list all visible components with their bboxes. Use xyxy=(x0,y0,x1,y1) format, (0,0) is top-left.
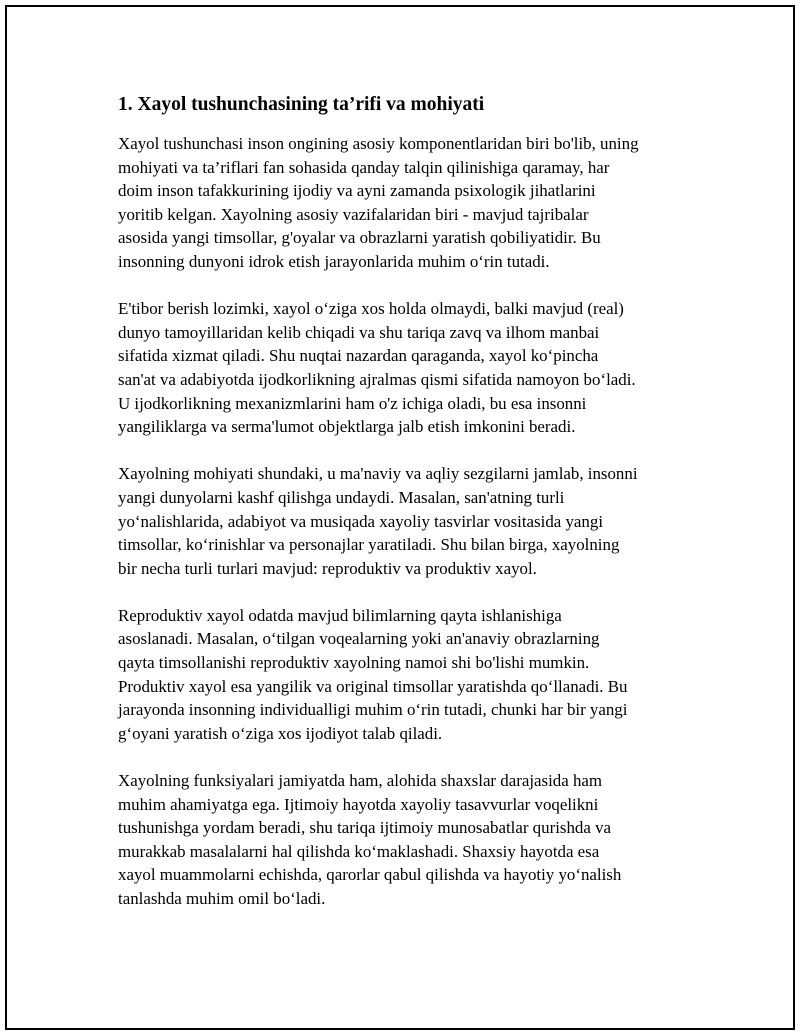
text-line: g‘oyani yaratish o‘ziga xos ijodiyot talab qiladi. xyxy=(118,723,443,743)
text-line: asoslanadi. Masalan, o‘tilgan voqealarning yoki an'anaviy obrazlarning xyxy=(118,629,600,649)
text-line: E'tibor berish lozimki, xayol o‘ziga xos holda olmaydi, balki mavjud (real) xyxy=(118,299,624,319)
text-line: timsollar, ko‘rinishlar va personajlar yaratiladi. Shu bilan birga, xayolning xyxy=(118,535,620,555)
text-line: yoritib kelgan. Xayolning asosiy vazifalaridan biri - mavjud tajribalar xyxy=(118,204,589,224)
text-line: bir necha turli turlari mavjud: reproduktiv va produktiv xayol. xyxy=(118,558,537,578)
document-body xyxy=(118,93,698,934)
text-line: asosida yangi timsollar, g'oyalar va obrazlarni yaratish qobiliyatidir. Bu xyxy=(118,228,601,248)
paragraph xyxy=(118,297,698,439)
text-line: dunyo tamoyillaridan kelib chiqadi va shu tariqa zavq va ilhom manbai xyxy=(118,322,600,342)
text-line: yangiliklarga va serma'lumot objektlarga jalb etish imkonini beradi. xyxy=(118,417,576,437)
text-line: mohiyati va ta’riflari fan sohasida qanday talqin qilinishiga qaramay, har xyxy=(118,157,610,177)
paragraph xyxy=(118,769,698,911)
text-line: tushunishga yordam beradi, shu tariqa ijtimoiy munosabatlar qurishda va xyxy=(118,818,612,838)
text-line: Xayol tushunchasi inson ongining asosiy komponentlaridan biri bo'lib, uning xyxy=(118,134,639,153)
text-line: tanlashda muhim omil bo‘ladi. xyxy=(118,889,326,908)
text-line: Reproduktiv xayol odatda mavjud bilimlarning qayta ishlanishiga xyxy=(118,605,562,625)
paragraph xyxy=(118,462,698,580)
text-line: sifatida xizmat qiladi. Shu nuqtai nazardan qaraganda, xayol ko‘pincha xyxy=(118,346,599,366)
text-line: doim inson tafakkurining ijodiy va ayni zamanda psixologik jihatlarini xyxy=(118,181,596,201)
text-line: jarayonda insonning individualligi muhim o‘rin tutadi, chunki har bir yangi xyxy=(118,700,628,720)
text-line: qayta timsollanishi reproduktiv xayolning namoi shi bo'lishi mumkin. xyxy=(118,653,590,673)
section-heading: 1. Xayol tushunchasining ta’rifi va mohiyati xyxy=(118,94,485,115)
text-line: Xayolning mohiyati shundaki, u ma'naviy va aqliy sezgilarni jamlab, insonni xyxy=(118,464,638,484)
text-line: insonning dunyoni idrok etish jarayonlarida muhim o‘rin tutadi. xyxy=(118,251,550,271)
text-line: U ijodkorlikning mexanizmlarini ham o'z ichiga oladi, bu esa insonni xyxy=(118,393,587,413)
text-line: san'at va adabiyotda ijodkorlikning ajralmas qismi sifatida namoyon bo‘ladi. xyxy=(118,369,636,389)
text-line: muhim ahamiyatga ega. Ijtimoiy hayotda xayoliy tasavvurlar voqelikni xyxy=(118,794,599,814)
text-line: murakkab masalalarni hal qilishda ko‘maklashadi. Shaxsiy hayotda esa xyxy=(118,841,600,861)
paragraph xyxy=(118,604,698,746)
text-line: yangi dunyolarni kashf qilishga undaydi. Masalan, san'atning turli xyxy=(118,487,565,507)
text-line: Xayolning funksiyalari jamiyatda ham, alohida shaxslar darajasida ham xyxy=(118,771,603,791)
text-line: yo‘nalishlarida, adabiyot va musiqada xayoliy tasvirlar vositasida yangi xyxy=(118,511,604,531)
text-line: Produktiv xayol esa yangilik va original timsollar yaratishda qo‘llanadi. Bu xyxy=(118,676,628,696)
paragraph xyxy=(118,132,698,274)
text-line: xayol muammolarni echishda, qarorlar qabul qilishda va hayotiy yo‘nalish xyxy=(118,865,622,885)
